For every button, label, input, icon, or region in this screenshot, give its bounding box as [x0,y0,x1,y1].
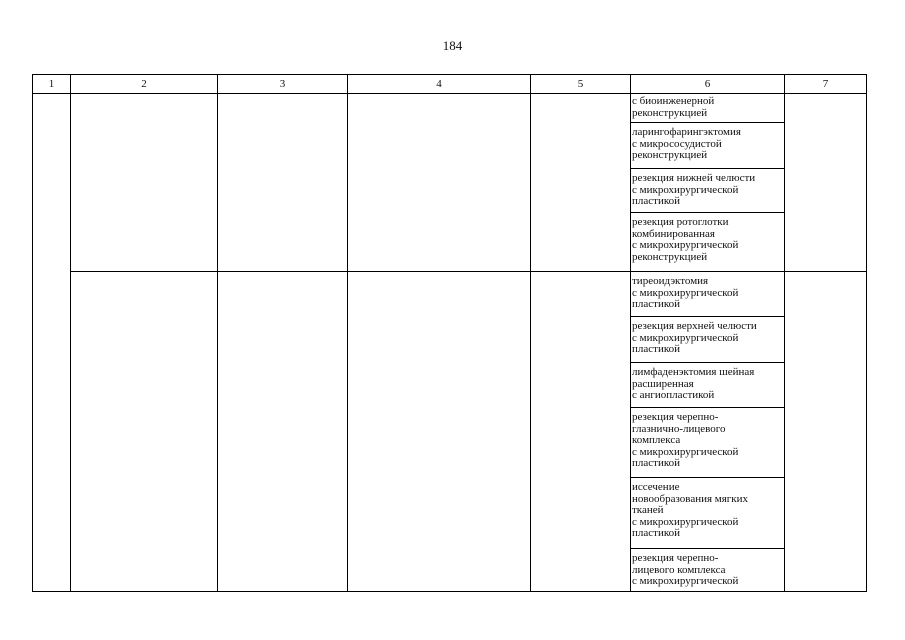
header-col-3: 3 [279,78,286,90]
table-bottom-border [32,591,866,592]
col6-separator [630,477,785,478]
col-border-2 [217,74,218,592]
col6-cell: резекция черепно- глазнично-лицевого комплекса с микрохирургической пластикой [632,411,739,470]
table-top-border [32,74,866,75]
page-number: 184 [442,38,463,53]
col6-separator [630,168,785,169]
col6-cell: тиреоидэктомия с микрохирургической пластикой [632,275,739,311]
col6-separator [630,407,785,408]
header-col-5: 5 [577,78,584,90]
col6-cell: иссечение новообразования мягких тканей с микрохирургической пластикой [632,481,749,540]
col6-cell: резекция нижней челюсти с микрохирургической пластикой [632,172,756,208]
col-border-1 [70,74,71,592]
col6-separator [630,212,785,213]
col6-cell: ларингофарингэктомия с микрососудистой реконструкцией [632,126,741,162]
col-border-6 [784,74,785,592]
col6-separator [630,362,785,363]
col6-cell: с биоинженерной реконструкцией [632,95,715,119]
col-border-7 [866,74,867,592]
header-col-2: 2 [141,78,147,90]
col6-separator [630,122,785,123]
group-separator [70,271,866,272]
col6-cell: резекция верхней челюсти с микрохирургической пластикой [632,320,757,356]
header-col-6: 6 [704,78,711,90]
col6-cell: резекция ротоглотки комбинированная с микрохирургической реконструкцией [632,216,739,263]
col6-separator [630,316,785,317]
col6-separator [630,548,785,549]
col6-cell: резекция черепно- лицевого комплекса с микрохирургической [632,552,739,588]
col6-cell: лимфаденэктомия шейная расширенная с ангиопластикой [632,366,755,402]
header-col-7: 7 [822,78,829,90]
header-col-4: 4 [436,78,442,90]
header-col-1: 1 [48,78,55,90]
header-bottom-border [32,93,866,94]
col-border-3 [347,74,348,592]
col-border-0 [32,74,33,592]
col-border-4 [530,74,531,592]
